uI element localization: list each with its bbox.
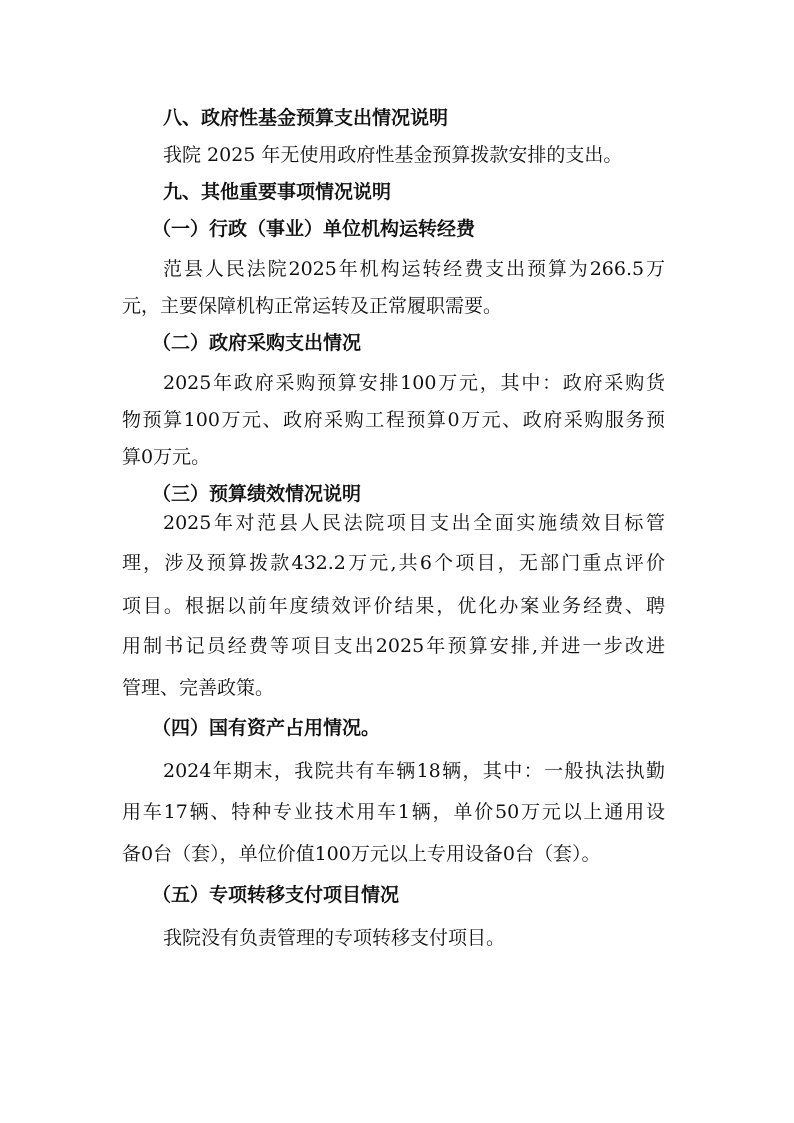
subsection-2-heading: （二）政府采购支出情况 [152,332,362,354]
paragraph-line: 元，主要保障机构正常运转及正常履职需要。 [122,295,503,317]
section-9-heading: 九、其他重要事项情况说明 [163,181,392,203]
paragraph-line: 用车17辆、特种专业技术用车1辆，单价50万元以上通用设 [122,801,665,823]
subsection-4-heading: （四）国有资产占用情况。 [152,717,381,739]
paragraph-line: 备0台（套），单位价值100万元以上专用设备0台（套）。 [122,843,601,865]
paragraph-line: 算0万元。 [122,446,211,468]
paragraph-line: 物预算100万元、政府采购工程预算0万元、政府采购服务预 [122,409,665,431]
subsection-3-heading: （三）预算绩效情况说明 [152,483,362,505]
section-8-body: 我院 2025 年无使用政府性基金预算拨款安排的支出。 [163,144,623,166]
subsection-5-heading: （五）专项转移支付项目情况 [152,884,400,906]
paragraph-line: 项目。根据以前年度绩效评价结果，优化办案业务经费、聘 [122,595,665,617]
section-8-heading: 八、政府性基金预算支出情况说明 [163,107,449,129]
paragraph-line: 范县人民法院2025年机构运转经费支出预算为266.5万 [163,258,665,280]
paragraph-line: 用制书记员经费等项目支出2025年预算安排,并进一步改进 [122,635,665,657]
paragraph-line: 理，涉及预算拨款432.2万元,共6个项目，无部门重点评价 [122,552,665,574]
paragraph-line: 管理、完善政策。 [122,677,275,699]
subsection-5-body: 我院没有负责管理的专项转移支付项目。 [163,927,506,949]
paragraph-line: 2025年政府采购预算安排100万元，其中：政府采购货 [163,372,665,394]
paragraph-line: 2024年期末，我院共有车辆18辆，其中：一般执法执勤 [163,760,665,782]
paragraph-line: 2025年对范县人民法院项目支出全面实施绩效目标管 [163,512,665,534]
subsection-1-heading: （一）行政（事业）单位机构运转经费 [152,218,476,240]
